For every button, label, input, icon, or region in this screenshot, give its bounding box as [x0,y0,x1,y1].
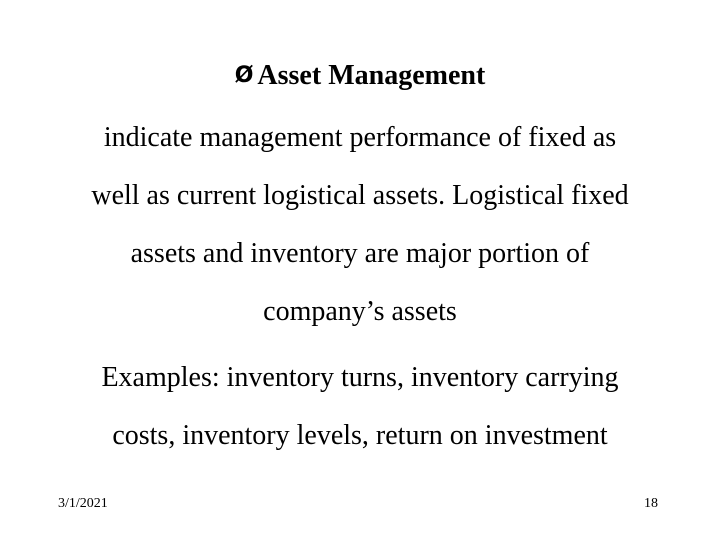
examples-line-2: costs, inventory levels, return on investment [112,420,608,451]
examples-line-1: Examples: inventory turns, inventory carrying [101,362,619,393]
footer-date: 3/1/2021 [58,496,108,511]
body-line-1: indicate management performance of fixed as [103,122,617,153]
body-line-3: assets and inventory are major portion of [130,238,590,269]
body-line-2: well as current logistical assets. Logistical fixed [91,180,629,211]
slide-heading [0,60,720,92]
arrow-bullet-icon: Ø [234,63,254,88]
body-line-4: company’s assets [263,296,457,327]
footer-page-number: 18 [644,496,658,511]
heading-title: Asset Management [257,60,486,91]
